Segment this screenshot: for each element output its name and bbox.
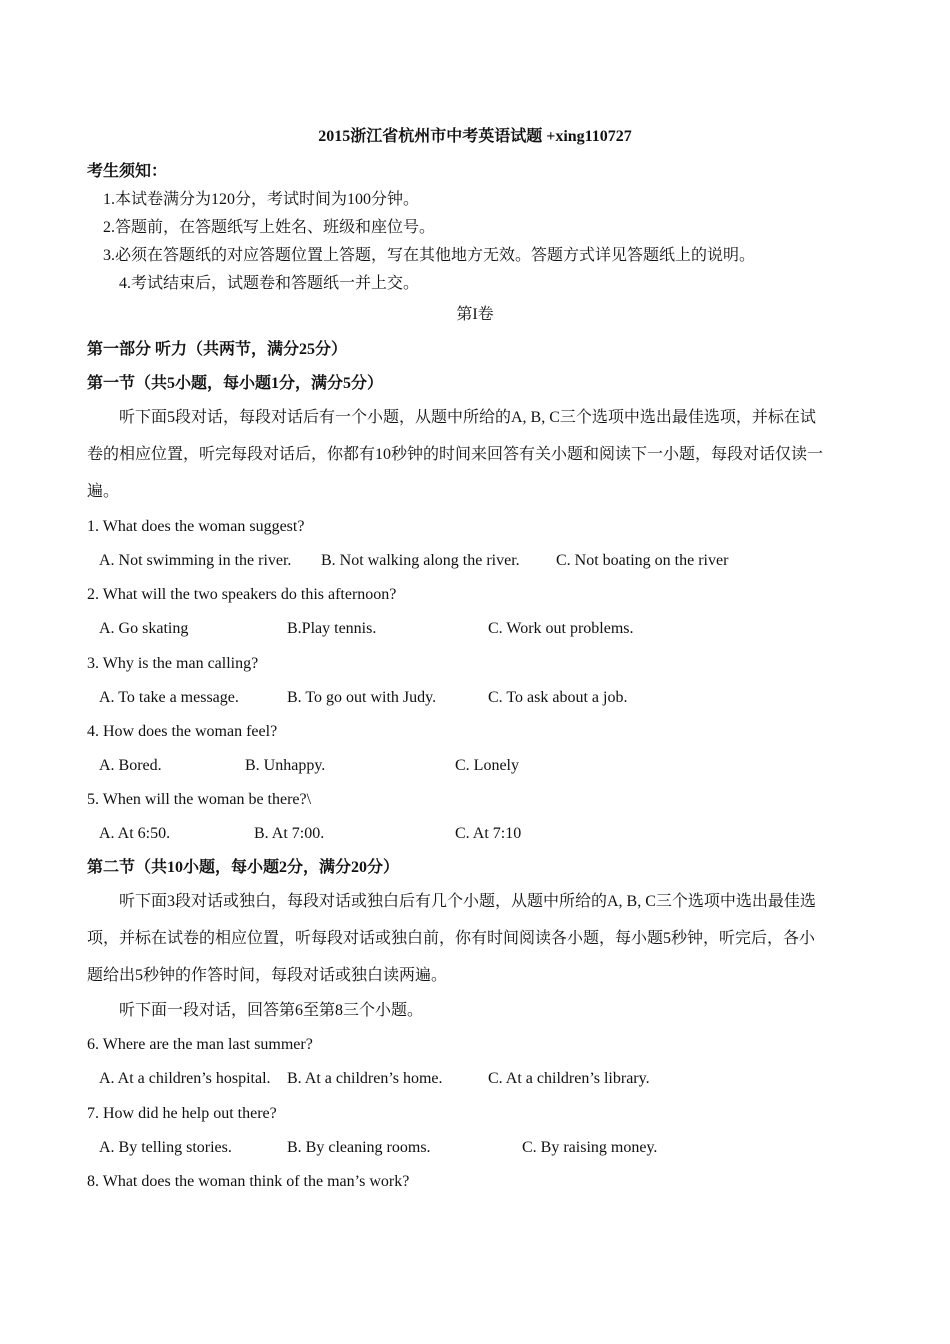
option-b: B. By cleaning rooms.: [287, 1139, 431, 1156]
option-c: C. By raising money.: [522, 1139, 658, 1156]
option-c: C. At a children’s library.: [488, 1070, 650, 1087]
part1-heading: 第一部分 听力（共两节，满分25分）: [87, 341, 348, 358]
section2-instruction: 听下面3段对话或独白，每段对话或独白后有几个小题，从题中所给的A, B, C三个选项中选出最佳选: [119, 893, 816, 910]
option-b: B.Play tennis.: [287, 620, 377, 637]
notice-item: 2.答题前，在答题纸写上姓名、班级和座位号。: [103, 219, 436, 236]
option-a: A. Go skating: [99, 620, 189, 637]
option-b: B. At a children’s home.: [287, 1070, 443, 1087]
section1-instruction: 听下面5段对话，每段对话后有一个小题，从题中所给的A, B, C三个选项中选出最佳选项，并标在试: [119, 409, 816, 426]
notice-item: 1.本试卷满分为120分，考试时间为100分钟。: [103, 191, 420, 208]
section2-heading: 第二节（共10小题，每小题2分，满分20分）: [87, 859, 400, 876]
option-b: B. To go out with Judy.: [287, 689, 437, 706]
notice-item: 4.考试结束后，试题卷和答题纸一并上交。: [119, 275, 420, 292]
option-c: C. Work out problems.: [488, 620, 634, 637]
option-c: C. To ask about a job.: [488, 689, 628, 706]
question-text: 2. What will the two speakers do this afternoon?: [87, 586, 397, 603]
option-a: A. To take a message.: [99, 689, 239, 706]
question-text: 7. How did he help out there?: [87, 1105, 277, 1122]
option-a: A. At 6:50.: [99, 825, 171, 842]
option-b: B. At 7:00.: [254, 825, 325, 842]
question-text: 4. How does the woman feel?: [87, 723, 278, 740]
option-b: B. Unhappy.: [245, 757, 326, 774]
notice-heading: 考生须知：: [87, 163, 168, 180]
section1-instruction: 遍。: [87, 483, 120, 500]
section2-instruction: 题给出5秒钟的作答时间，每段对话或独白读两遍。: [87, 967, 448, 984]
option-b: B. Not walking along the river.: [321, 552, 520, 569]
option-c: C. At 7:10: [455, 825, 522, 842]
question-text: 5. When will the woman be there?\: [87, 791, 312, 808]
section1-heading: 第一节（共5小题，每小题1分，满分5分）: [87, 375, 384, 392]
option-a: A. At a children’s hospital.: [99, 1070, 271, 1087]
page-title: 2015浙江省杭州市中考英语试题 +xing110727: [318, 128, 632, 145]
option-c: C. Not boating on the river: [556, 552, 729, 569]
question-text: 1. What does the woman suggest?: [87, 518, 305, 535]
question-text: 3. Why is the man calling?: [87, 655, 259, 672]
option-a: A. By telling stories.: [99, 1139, 232, 1156]
volume-label: 第I卷: [456, 306, 494, 323]
option-a: A. Bored.: [99, 757, 162, 774]
option-a: A. Not swimming in the river.: [99, 552, 292, 569]
notice-item: 3.必须在答题纸的对应答题位置上答题，写在其他地方无效。答题方式详见答题纸上的说明。: [103, 247, 756, 264]
option-c: C. Lonely: [455, 757, 519, 774]
question-text: 6. Where are the man last summer?: [87, 1036, 313, 1053]
section2-subinstruction: 听下面一段对话，回答第6至第8三个小题。: [119, 1002, 424, 1019]
section2-instruction: 项，并标在试卷的相应位置，听每段对话或独白前，你有时间阅读各小题，每小题5秒钟，听完后，各小: [87, 930, 816, 947]
question-text: 8. What does the woman think of the man’s work?: [87, 1173, 410, 1190]
section1-instruction: 卷的相应位置，听完每段对话后，你都有10秒钟的时间来回答有关小题和阅读下一小题，每段对话仅读一: [87, 446, 824, 463]
